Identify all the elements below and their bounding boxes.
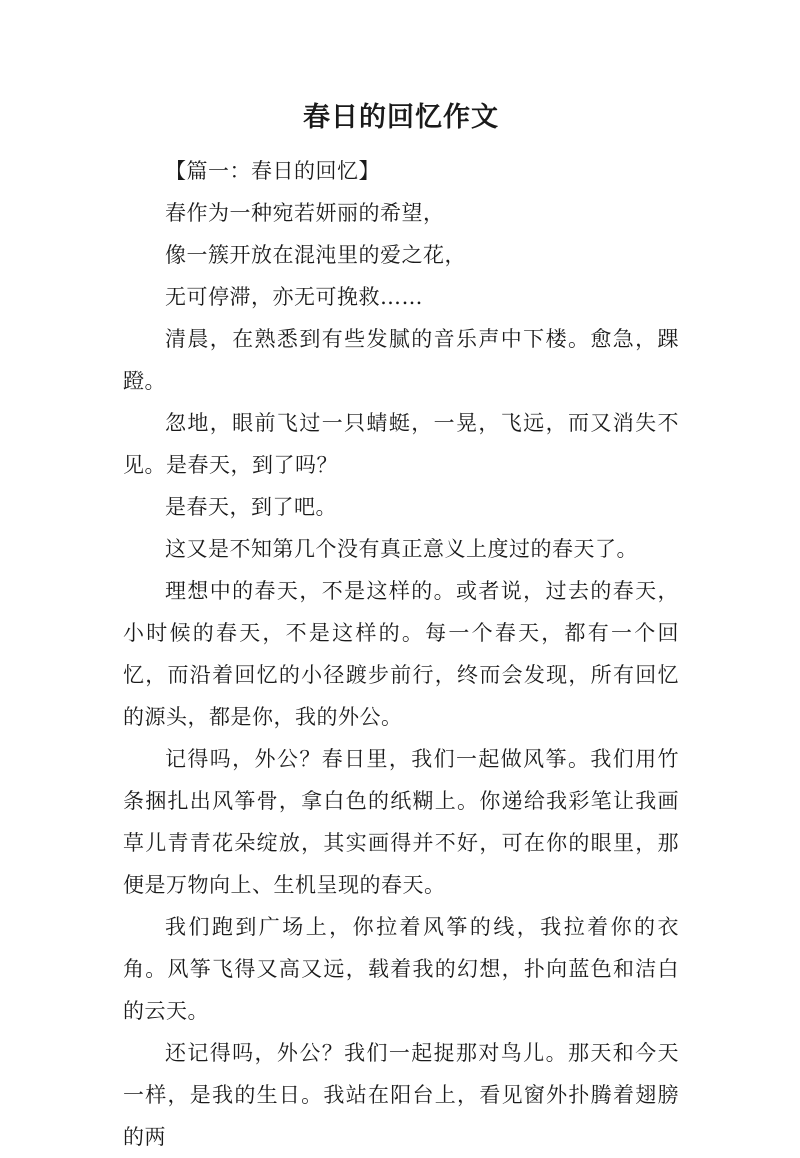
paragraph: 是春天，到了吧。 [165,495,337,519]
paragraph-section-heading: 【篇一：春日的回忆】 [165,159,380,183]
paragraph: 还记得吗，外公？我们一起捉那对鸟儿。那天和今天一样，是我的生日。我站在阳台上，看见窗外扑腾着翅膀的两 [123,1041,679,1149]
paragraph: 清晨，在熟悉到有些发腻的音乐声中下楼。愈急，踝蹬。 [123,327,679,393]
paragraph: 这又是不知第几个没有真正意义上度过的春天了。 [165,537,638,561]
paragraph: 我们跑到广场上，你拉着风筝的线，我拉着你的衣角。风筝飞得又高又远，载着我的幻想，扑向蓝色和洁白的云天。 [123,915,679,1023]
document-title: 春日的回忆作文 [303,102,499,133]
document-page [123,96,679,1158]
paragraph-poem-line-1: 春作为一种宛若妍丽的希望， [165,201,445,225]
paragraph: 记得吗，外公？春日里，我们一起做风筝。我们用竹条捆扎出风筝骨，拿白色的纸糊上。你递给我彩笔让我画草儿青青花朵绽放，其实画得并不好，可在你的眼里，那便是万物向上、生机呈现的春天。 [123,747,679,897]
paragraph: 忽地，眼前飞过一只蜻蜓，一晃，飞远，而又消失不见。是春天，到了吗？ [123,411,679,477]
paragraph-poem-line-2: 像一簇开放在混沌里的爱之花， [165,243,466,267]
paragraph: 理想中的春天，不是这样的。或者说，过去的春天，小时候的春天，不是这样的。每一个春天，都有一个回忆，而沿着回忆的小径踱步前行，终而会发现，所有回忆的源头，都是你，我的外公。 [123,579,679,729]
paragraph-poem-line-3: 无可停滞，亦无可挽救…… [165,285,423,309]
